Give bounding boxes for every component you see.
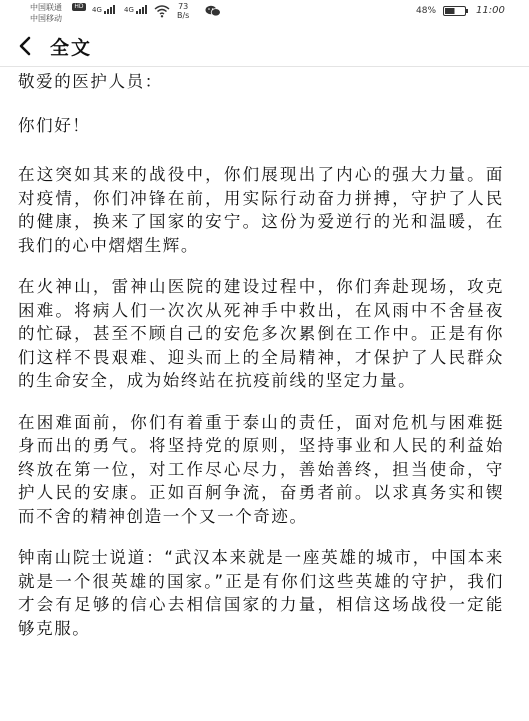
wechat-icon (205, 5, 221, 17)
network-speed (177, 2, 189, 20)
article-paragraph: 钟南山院士说道：“武汉本来就是一座英雄的城市，中国本来就是一个很英雄的国家。”正是有你们这些英雄的守护，我们才会有足够的信心去相信国家的力量，相信这场战役一定能够克服。 (18, 548, 504, 638)
signal-2-type: 4G (124, 6, 134, 14)
carrier-1: 中国联通 (30, 3, 62, 12)
carrier-names (30, 2, 62, 24)
article-salutation: 敬爱的医护人员： (18, 72, 163, 91)
article-paragraph: 在火神山，雷神山医院的建设过程中，你们奔赴现场，攻克困难。将病人们一次次从死神手中救出，在风雨中不舍昼夜的忙碌，甚至不顾自己的安危多次累倒在工作中。正是有你们这样不畏艰难、迎头而上的全局精神，才保护了人民群众的生命安全，成为始终站在抗疫前线的坚定力量。 (18, 277, 504, 390)
wifi-icon (154, 4, 170, 18)
article-body (18, 70, 504, 658)
battery-icon (443, 6, 469, 16)
article-paragraph: 在这突如其来的战役中，你们展现出了内心的强大力量。面对疫情，你们冲锋在前，用实际行动奋力拼搏，守护了人民的健康，换来了国家的安宁。这份为爱逆行的光和温暖，在我们的心中熠熠生辉。 (18, 165, 504, 255)
article-greeting: 你们好！ (18, 115, 91, 135)
page-title: 全文 (50, 37, 93, 59)
article-paragraph: 在困难面前，你们有着重于泰山的责任，面对危机与困难挺身而出的勇气。将坚持党的原则，坚持事业和人民的利益始终放在第一位，对工作尽心尽力，善始善终，担当使命，守护人民的安康。正如百舸争流，奋勇者前。以求真务实和锲而不舍的精神创造一个又一个奇迹。 (18, 412, 504, 526)
network-speed-value: 73 (178, 2, 189, 11)
status-bar (0, 0, 529, 26)
signal-1 (92, 5, 116, 14)
back-button[interactable] (12, 32, 40, 60)
network-speed-unit: B/s (177, 11, 190, 20)
hd-badge: HD (72, 3, 86, 11)
signal-1-type: 4G (92, 6, 102, 14)
signal-2 (124, 5, 148, 14)
carrier-2: 中国移动 (30, 14, 62, 23)
clock: 11:00 (476, 5, 505, 16)
app-header (0, 26, 529, 67)
signal-icon (136, 5, 148, 14)
chevron-left-icon (12, 32, 40, 60)
signal-icon (104, 5, 116, 14)
battery-percent: 48% (416, 6, 437, 16)
